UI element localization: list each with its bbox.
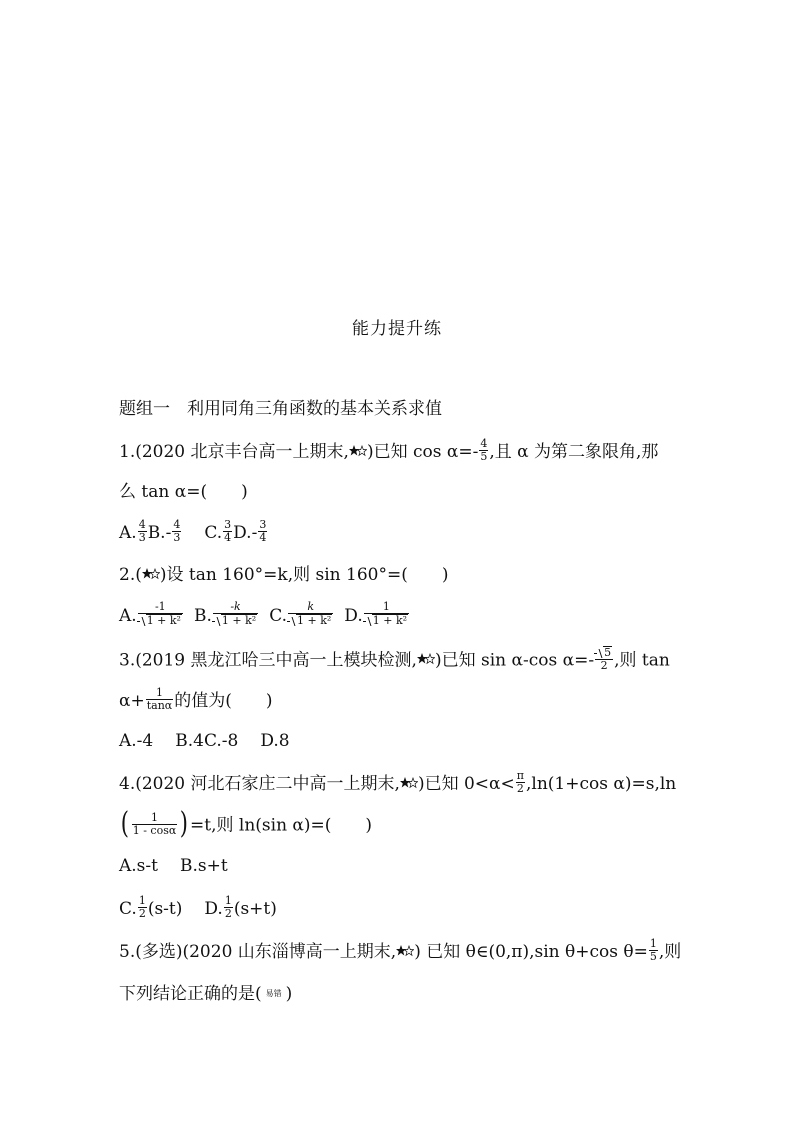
- question-5-line-2: 下列结论正确的是( 易错 ): [119, 984, 293, 1004]
- fraction: $\frac{1}{1 - \cos\alpha}$: [132, 810, 177, 837]
- difficulty-star-icon: [396, 945, 414, 957]
- fraction: $\frac{1}{\tan\alpha}$: [146, 686, 173, 712]
- difficulty-star-icon: [400, 777, 418, 789]
- option-c: C.-8: [203, 731, 239, 751]
- difficulty-star-icon: [417, 653, 435, 665]
- option-a: A. $\frac{-1}{\text{1 + k²}}$: [119, 600, 181, 627]
- option-a: A. $\frac{4}{3}$: [119, 518, 146, 544]
- fraction: $\frac{1}{5}$: [649, 937, 657, 963]
- question-4-line-1: 4.(2020 河北石家庄二中高一上期末, )已知 0<α< $\frac{\pi}{2}$ ,ln(1+cos α)=s,ln: [119, 769, 677, 795]
- section-heading: 题组一 利用同角三角函数的基本关系求值: [119, 399, 442, 419]
- error-prone-tag: 易错: [265, 988, 282, 998]
- option-d: D.- $\frac{3}{4}$: [233, 518, 267, 544]
- option-d: D. $\frac{1}{2}$ (s+t): [204, 894, 277, 920]
- fraction: $\frac{5}{2}$: [595, 646, 613, 672]
- option-c: C. $\frac{3}{4}$: [204, 518, 232, 544]
- question-4-line-2: ( $\frac{1}{1 - \cos\alpha}$ ) =t,则 ln(sin α)=( ): [120, 806, 373, 841]
- difficulty-star-icon: [349, 445, 367, 457]
- fraction: $\frac{\pi}{2}$: [516, 769, 524, 795]
- question-4-options-row-1: [119, 855, 228, 877]
- option-a: A.s-t: [119, 856, 158, 876]
- question-1-line-2: 么 tan α=( ): [119, 482, 248, 502]
- option-b: B.- $\frac{4}{3}$: [147, 518, 181, 544]
- difficulty-star-icon: [142, 568, 160, 580]
- option-c: C. $\frac{1}{2}$ (s-t): [119, 894, 183, 920]
- option-a: A.-4: [119, 731, 154, 751]
- question-4-options-row-2: [119, 894, 277, 922]
- option-d: D.8: [260, 731, 290, 751]
- option-b: B.4: [175, 731, 204, 751]
- question-3-line-2: α+ $\frac{1}{\tan\alpha}$ 的值为( ): [119, 686, 273, 712]
- option-b: B. $\frac{-k}{\text{1 + k²}}$: [193, 600, 257, 627]
- question-5-line-1: 5.(多选)(2020 山东淄博高一上期末, ) 已知 θ∈(0,π),sin θ+cos θ= $\frac{1}{5}$ ,则: [119, 937, 682, 963]
- question-3-line-1: 3.(2019 黑龙江哈三中高一上模块检测, )已知 sin α-cos α=- $\frac{5}{2}$ ,则 tan: [119, 646, 670, 672]
- question-2-line-1: 2.( )设 tan 160°=k,则 sin 160°=( ): [119, 565, 449, 585]
- question-2-options: [119, 600, 410, 629]
- fraction: $\frac{4}{5}$: [480, 437, 488, 463]
- question-1-line-1: 1.(2020 北京丰台高一上期末, )已知 cos α=- $\frac{4}{5}$ ,且 α 为第二象限角,那: [119, 437, 659, 463]
- option-b: B.s+t: [179, 856, 228, 876]
- question-1-options: [119, 518, 268, 546]
- question-3-options: [119, 730, 290, 752]
- option-d: D. $\frac{1}{\text{1 + k²}}$: [344, 600, 408, 627]
- page-title: 能力提升练: [352, 319, 442, 339]
- option-c: C. $\frac{k}{\text{1 + k²}}$: [269, 600, 332, 627]
